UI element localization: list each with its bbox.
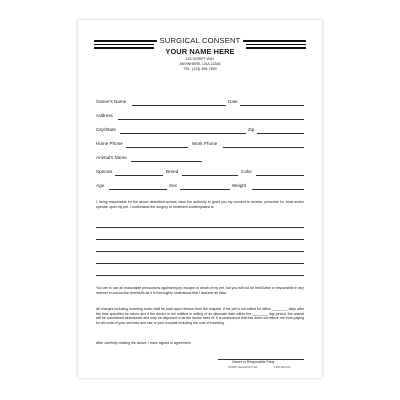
address-line-1: 123 SCRIPT WAY: [185, 57, 215, 61]
address-label: Address: [96, 113, 113, 118]
date-label: Date: [228, 99, 238, 104]
order-code: 1-800-328-2179: [274, 367, 291, 369]
sex-line[interactable]: [180, 189, 230, 190]
city-state-label: City/State: [96, 127, 116, 132]
work-phone-label: Work Phone: [192, 141, 218, 146]
signature-label: Owner or Responsible Party: [232, 360, 275, 364]
treatment-line-3[interactable]: [96, 251, 304, 252]
address-line[interactable]: [118, 119, 304, 120]
animals-name-line[interactable]: [131, 161, 202, 162]
zip-label: Zip: [248, 127, 255, 132]
date-line[interactable]: [240, 105, 304, 106]
city-state-line[interactable]: [120, 133, 246, 134]
form-title: SURGICAL CONSENT: [78, 36, 322, 45]
company-name: YOUR NAME HERE: [165, 47, 235, 56]
breed-label: Breed: [166, 169, 179, 174]
boarding-paragraph: All charges including boarding costs shall be paid upon release from the hospital. If the pet is not called for within ________ days after the time specified for return and if the doctor is not notified in writing of an alternate date within the ________ day period, the animal will be considered abandoned and may be disposed of as the doctor sees fit. It is understood that this does not relieve me from paying for all costs of your services and use of your hospital including the cost of boarding.: [96, 307, 304, 325]
phone-line: TEL: (123) 456-7890: [183, 67, 217, 71]
consent-form-sheet: [78, 20, 322, 378]
species-label: Species: [96, 169, 113, 174]
age-line[interactable]: [109, 189, 167, 190]
home-phone-line[interactable]: [126, 147, 188, 148]
treatment-line-2[interactable]: [96, 239, 304, 240]
precautions-paragraph: You are to use all reasonable precautions against injury, escape or death of my pet, but you will not be held liable or responsible in any manner in connection therewith as it is thoroughly understood that I assume all risks.: [96, 286, 304, 295]
address-line-2: ANYWHERE, USA 12345: [179, 62, 221, 66]
age-label: Age: [96, 183, 105, 188]
sex-label: Sex: [169, 183, 177, 188]
owners-name-label: Owner's Name: [96, 99, 127, 104]
agreement-statement: After carefully reading the above, I have signed in agreement.: [96, 341, 192, 345]
work-phone-line[interactable]: [223, 147, 304, 148]
weight-line[interactable]: [252, 189, 304, 190]
animals-name-label: Animal's Name: [96, 155, 127, 160]
treatment-line-1[interactable]: [96, 227, 304, 228]
weight-label: Weight: [232, 183, 247, 188]
zip-line[interactable]: [257, 133, 304, 134]
color-line[interactable]: [256, 175, 304, 176]
treatment-line-4[interactable]: [96, 263, 304, 264]
breed-line[interactable]: [182, 175, 238, 176]
color-label: Color: [241, 169, 252, 174]
home-phone-label: Home Phone: [96, 141, 123, 146]
owners-name-line[interactable]: [132, 105, 226, 106]
form-code: VC0225 • Medical Arts Press: [228, 367, 258, 369]
treatment-line-5[interactable]: [96, 275, 304, 276]
consent-paragraph: I, being responsible for the above described animal, have the authority to grant you my consent to receive, prescribe for, treat and/or operate upon my pet. I understand the surgery or treatment contemplated is:: [96, 200, 304, 209]
species-line[interactable]: [115, 175, 163, 176]
